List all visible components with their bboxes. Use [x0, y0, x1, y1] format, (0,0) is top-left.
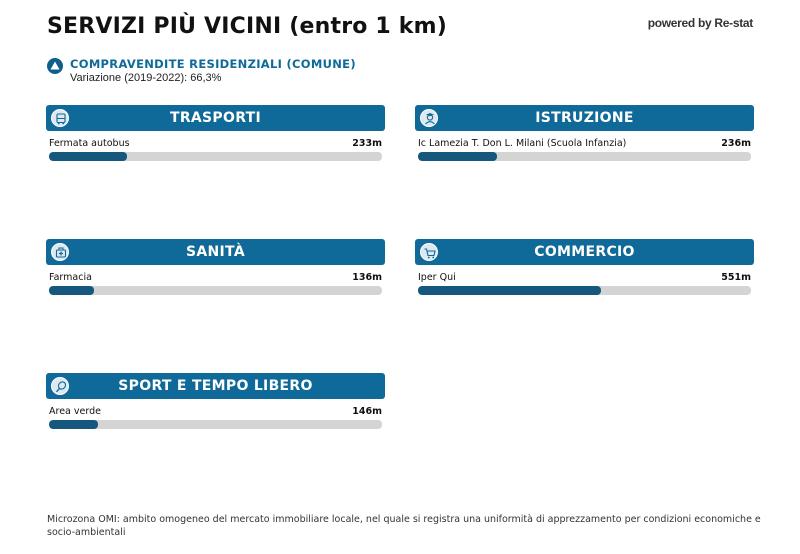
tennis-racket-icon — [51, 377, 69, 395]
item-label: Iper Qui — [418, 272, 456, 283]
card-title: TRASPORTI — [169, 110, 262, 126]
card-header — [46, 105, 385, 131]
item-label: Ic Lamezia T. Don L. Milani (Scuola Infanzia) — [418, 138, 627, 149]
card-trasporti — [46, 105, 385, 161]
distance-bar — [418, 152, 751, 161]
distance-bar-fill — [418, 286, 601, 295]
page-title: SERVIZI PIÙ VICINI (entro 1 km) — [47, 14, 448, 39]
card-title: COMMERCIO — [534, 244, 635, 260]
shopping-cart-icon — [420, 243, 438, 261]
distance-bar — [49, 420, 382, 429]
list-item — [46, 272, 385, 295]
distance-bar — [49, 286, 382, 295]
list-item — [415, 138, 754, 161]
distance-bar — [49, 152, 382, 161]
list-item — [46, 138, 385, 161]
distance-bar — [418, 286, 751, 295]
item-label: Area verde — [49, 406, 101, 417]
distance-bar-fill — [49, 152, 127, 161]
item-distance: 136m — [352, 272, 382, 283]
bus-icon — [51, 109, 69, 127]
item-distance: 236m — [721, 138, 751, 149]
student-icon — [420, 109, 438, 127]
card-istruzione — [415, 105, 754, 161]
summary-subtitle: Variazione (2019-2022): 66,3% — [70, 72, 222, 84]
card-title: SANITÀ — [186, 244, 245, 260]
card-header — [46, 373, 385, 399]
summary-title: COMPRAVENDITE RESIDENZIALI (COMUNE) — [70, 57, 356, 71]
card-sanita — [46, 239, 385, 295]
card-header — [415, 239, 754, 265]
distance-bar-fill — [49, 286, 94, 295]
item-distance: 233m — [352, 138, 382, 149]
item-label: Fermata autobus — [49, 138, 130, 149]
card-sport — [46, 373, 385, 429]
distance-bar-fill — [49, 420, 98, 429]
list-item — [415, 272, 754, 295]
distance-bar-fill — [418, 152, 497, 161]
powered-by-label: powered by Re-stat — [647, 16, 753, 30]
card-commercio — [415, 239, 754, 295]
card-title: ISTRUZIONE — [535, 110, 634, 126]
item-distance: 146m — [352, 406, 382, 417]
footnote: Microzona OMI: ambito omogeneo del mercato immobiliare locale, nel quale si registra una uniformità di apprezzamento per condizioni economiche e socio-ambientali — [47, 514, 761, 538]
card-header — [415, 105, 754, 131]
card-header — [46, 239, 385, 265]
medical-kit-icon — [51, 243, 69, 261]
item-distance: 551m — [721, 272, 751, 283]
triangle-up-icon — [47, 58, 63, 74]
card-title: SPORT E TEMPO LIBERO — [118, 378, 313, 394]
item-label: Farmacia — [49, 272, 92, 283]
sales-summary — [47, 57, 356, 85]
list-item — [46, 406, 385, 429]
